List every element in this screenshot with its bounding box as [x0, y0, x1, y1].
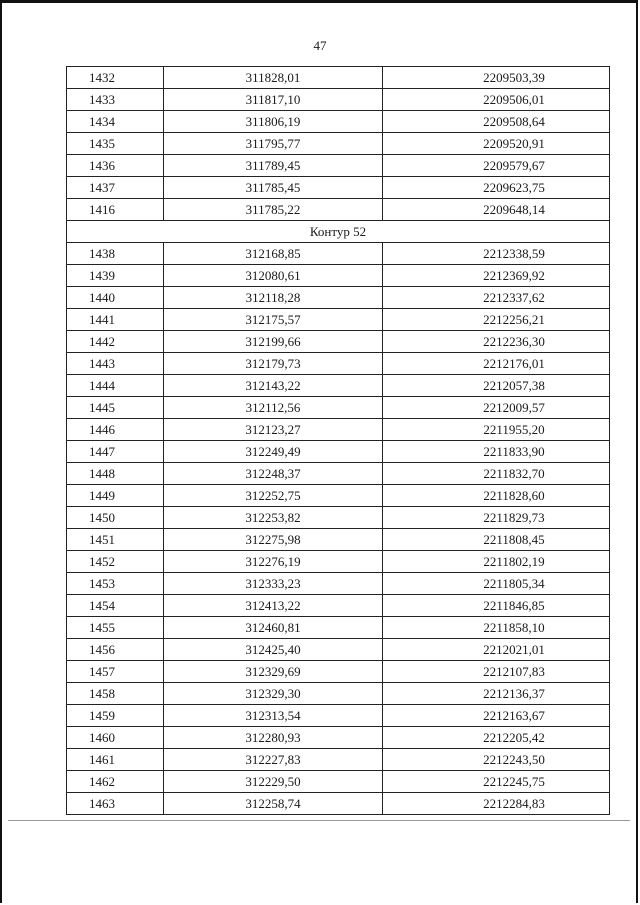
point-number-cell: 1432	[67, 67, 164, 89]
point-number-cell: 1452	[67, 551, 164, 573]
table-row	[67, 199, 610, 221]
point-number-cell: 1416	[67, 199, 164, 221]
y-coordinate-cell: 2211846,85	[383, 595, 610, 617]
y-coordinate-cell: 2211828,60	[383, 485, 610, 507]
section-title: Контур 52	[67, 221, 610, 243]
page-bottom-rule	[8, 820, 630, 821]
y-coordinate-cell: 2212107,83	[383, 661, 610, 683]
table-row	[67, 375, 610, 397]
y-coordinate-cell: 2212256,21	[383, 309, 610, 331]
y-coordinate-cell: 2211802,19	[383, 551, 610, 573]
x-coordinate-cell: 312258,74	[164, 793, 383, 815]
x-coordinate-cell: 312333,23	[164, 573, 383, 595]
y-coordinate-cell: 2212205,42	[383, 727, 610, 749]
table-row	[67, 89, 610, 111]
x-coordinate-cell: 312229,50	[164, 771, 383, 793]
y-coordinate-cell: 2209623,75	[383, 177, 610, 199]
page-number: 47	[313, 38, 327, 53]
y-coordinate-cell: 2211833,90	[383, 441, 610, 463]
point-number-cell: 1433	[67, 89, 164, 111]
table-row	[67, 67, 610, 89]
y-coordinate-cell: 2212236,30	[383, 331, 610, 353]
table-row	[67, 771, 610, 793]
point-number-cell: 1453	[67, 573, 164, 595]
x-coordinate-cell: 312249,49	[164, 441, 383, 463]
y-coordinate-cell: 2209520,91	[383, 133, 610, 155]
x-coordinate-cell: 311806,19	[164, 111, 383, 133]
point-number-cell: 1443	[67, 353, 164, 375]
x-coordinate-cell: 312227,83	[164, 749, 383, 771]
point-number-cell: 1440	[67, 287, 164, 309]
y-coordinate-cell: 2212338,59	[383, 243, 610, 265]
y-coordinate-cell: 2211858,10	[383, 617, 610, 639]
table-row	[67, 617, 610, 639]
y-coordinate-cell: 2209579,67	[383, 155, 610, 177]
table-row	[67, 639, 610, 661]
y-coordinate-cell: 2212009,57	[383, 397, 610, 419]
point-number-cell: 1439	[67, 265, 164, 287]
x-coordinate-cell: 312143,22	[164, 375, 383, 397]
y-coordinate-cell: 2212057,38	[383, 375, 610, 397]
x-coordinate-cell: 312425,40	[164, 639, 383, 661]
x-coordinate-cell: 311789,45	[164, 155, 383, 177]
table-row	[67, 419, 610, 441]
y-coordinate-cell: 2212163,67	[383, 705, 610, 727]
point-number-cell: 1437	[67, 177, 164, 199]
x-coordinate-cell: 312248,37	[164, 463, 383, 485]
point-number-cell: 1449	[67, 485, 164, 507]
x-coordinate-cell: 312280,93	[164, 727, 383, 749]
point-number-cell: 1450	[67, 507, 164, 529]
x-coordinate-cell: 311817,10	[164, 89, 383, 111]
coordinates-table	[66, 66, 610, 815]
table-row	[67, 331, 610, 353]
y-coordinate-cell: 2212021,01	[383, 639, 610, 661]
y-coordinate-cell: 2209506,01	[383, 89, 610, 111]
x-coordinate-cell: 312179,73	[164, 353, 383, 375]
table-row	[67, 485, 610, 507]
y-coordinate-cell: 2212369,92	[383, 265, 610, 287]
point-number-cell: 1457	[67, 661, 164, 683]
table-row	[67, 551, 610, 573]
table-row	[67, 265, 610, 287]
point-number-cell: 1448	[67, 463, 164, 485]
table-row	[67, 595, 610, 617]
table-row	[67, 463, 610, 485]
x-coordinate-cell: 312112,56	[164, 397, 383, 419]
table-row	[67, 353, 610, 375]
x-coordinate-cell: 311785,22	[164, 199, 383, 221]
point-number-cell: 1442	[67, 331, 164, 353]
x-coordinate-cell: 312413,22	[164, 595, 383, 617]
x-coordinate-cell: 312460,81	[164, 617, 383, 639]
point-number-cell: 1458	[67, 683, 164, 705]
x-coordinate-cell: 312276,19	[164, 551, 383, 573]
x-coordinate-cell: 312252,75	[164, 485, 383, 507]
x-coordinate-cell: 312253,82	[164, 507, 383, 529]
point-number-cell: 1456	[67, 639, 164, 661]
coordinates-table-body	[67, 67, 610, 815]
y-coordinate-cell: 2211805,34	[383, 573, 610, 595]
table-row	[67, 243, 610, 265]
point-number-cell: 1447	[67, 441, 164, 463]
table-row	[67, 441, 610, 463]
table-row	[67, 749, 610, 771]
y-coordinate-cell: 2212176,01	[383, 353, 610, 375]
point-number-cell: 1445	[67, 397, 164, 419]
y-coordinate-cell: 2212136,37	[383, 683, 610, 705]
y-coordinate-cell: 2211829,73	[383, 507, 610, 529]
point-number-cell: 1461	[67, 749, 164, 771]
x-coordinate-cell: 311785,45	[164, 177, 383, 199]
point-number-cell: 1441	[67, 309, 164, 331]
point-number-cell: 1459	[67, 705, 164, 727]
x-coordinate-cell: 312329,69	[164, 661, 383, 683]
y-coordinate-cell: 2211955,20	[383, 419, 610, 441]
table-row	[67, 705, 610, 727]
point-number-cell: 1454	[67, 595, 164, 617]
y-coordinate-cell: 2209503,39	[383, 67, 610, 89]
y-coordinate-cell: 2209648,14	[383, 199, 610, 221]
x-coordinate-cell: 312199,66	[164, 331, 383, 353]
table-row	[67, 177, 610, 199]
table-row	[67, 793, 610, 815]
table-row	[67, 397, 610, 419]
x-coordinate-cell: 312123,27	[164, 419, 383, 441]
y-coordinate-cell: 2212245,75	[383, 771, 610, 793]
x-coordinate-cell: 311828,01	[164, 67, 383, 89]
table-row	[67, 111, 610, 133]
table-row	[67, 683, 610, 705]
point-number-cell: 1436	[67, 155, 164, 177]
table-row	[67, 727, 610, 749]
table-row	[67, 507, 610, 529]
y-coordinate-cell: 2212243,50	[383, 749, 610, 771]
section-header-row	[67, 221, 610, 243]
table-row	[67, 155, 610, 177]
table-row	[67, 573, 610, 595]
point-number-cell: 1434	[67, 111, 164, 133]
x-coordinate-cell: 312175,57	[164, 309, 383, 331]
table-row	[67, 309, 610, 331]
x-coordinate-cell: 312168,85	[164, 243, 383, 265]
point-number-cell: 1462	[67, 771, 164, 793]
x-coordinate-cell: 311795,77	[164, 133, 383, 155]
y-coordinate-cell: 2212284,83	[383, 793, 610, 815]
point-number-cell: 1455	[67, 617, 164, 639]
x-coordinate-cell: 312313,54	[164, 705, 383, 727]
y-coordinate-cell: 2211832,70	[383, 463, 610, 485]
table-row	[67, 133, 610, 155]
x-coordinate-cell: 312080,61	[164, 265, 383, 287]
point-number-cell: 1438	[67, 243, 164, 265]
table-row	[67, 529, 610, 551]
point-number-cell: 1435	[67, 133, 164, 155]
point-number-cell: 1451	[67, 529, 164, 551]
table-row	[67, 661, 610, 683]
y-coordinate-cell: 2211808,45	[383, 529, 610, 551]
x-coordinate-cell: 312329,30	[164, 683, 383, 705]
x-coordinate-cell: 312275,98	[164, 529, 383, 551]
y-coordinate-cell: 2212337,62	[383, 287, 610, 309]
point-number-cell: 1444	[67, 375, 164, 397]
point-number-cell: 1460	[67, 727, 164, 749]
point-number-cell: 1463	[67, 793, 164, 815]
table-row	[67, 287, 610, 309]
point-number-cell: 1446	[67, 419, 164, 441]
x-coordinate-cell: 312118,28	[164, 287, 383, 309]
y-coordinate-cell: 2209508,64	[383, 111, 610, 133]
